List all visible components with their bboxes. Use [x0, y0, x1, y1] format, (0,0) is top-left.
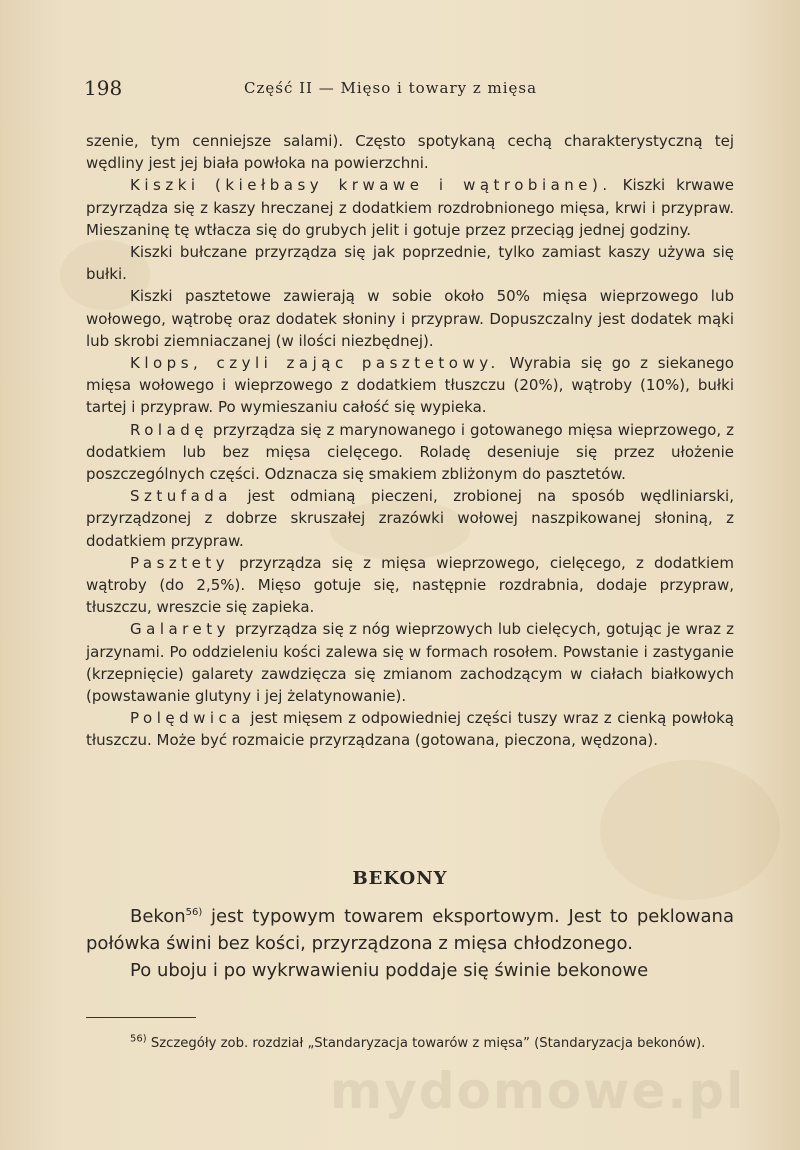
paragraph: Polędwica jest mięsem z odpowiedniej części tuszy wraz z cienką powłoką tłuszczu. Może być rozmaicie przyrządzana (gotowana, pieczona, wędzona). [86, 709, 734, 750]
footnote: $^{56)}$ Szczegóły zob. rozdział „Standaryzacja towarów z mięsa” (Standaryzacja bekonów). [130, 1033, 706, 1051]
footnote-rule [86, 1017, 196, 1018]
paragraph: Kiszki (kiełbasy krwawe i wątrobiane). Kiszki krwawe przyrządza się z kaszy hreczanej z dodatkiem rozdrobnionego mięsa, krwi i przypraw. Mieszaninę tę wtłacza się do grubych jelit i gotuje przez przeciąg jednej godziny. [86, 176, 734, 239]
paragraph: szenie, tym cenniejsze salami). Często spotykaną cechą charakterystyczną tej wędliny jest jej biała powłoka na powierzchni. [86, 132, 734, 173]
paragraph-lead: Galarety [130, 620, 230, 639]
paragraph-lead: Polędwica [130, 709, 245, 728]
paragraph-lead: Klops, czyli zając pasztetowy. [130, 354, 500, 373]
paragraph: Roladę przyrządza się z marynowanego i gotowanego mięsa wieprzowego, z dodatkiem lub bez mięsa cielęcego. Roladę deseniuje się przez ułożenie poszczególnych części. Odznacza się smakiem zbliżonym do pasztetów. [86, 420, 734, 484]
paragraph-lead: Roladę [130, 420, 209, 439]
footnote-mark: 56) [130, 1033, 147, 1045]
paragraph-lead: Sztufada [130, 487, 232, 506]
paragraph: Pasztety przyrządza się z mięsa wieprzowego, cielęcego, z dodatkiem wątroby (do 2,5%). Mięso gotuje się, następnie rozdrabnia, dodaje przypraw, tłuszczu, wreszcie się zapieka. [86, 553, 734, 617]
footnote-ref: 56) [185, 907, 203, 918]
running-title: Część II — Mięso i towary z mięsa [244, 79, 538, 97]
paragraph: Po uboju i po wykrwawieniu poddaje się świnie bekonowe [130, 960, 649, 981]
body-text [86, 130, 734, 752]
paragraph-lead: Kiszki (kiełbasy krwawe i wątrobiane). [130, 176, 612, 195]
paragraph-lead: Pasztety [130, 553, 230, 572]
watermark: mydomowe.pl [330, 1062, 746, 1120]
paragraph: Kiszki pasztetowe zawierają w sobie około 50% mięsa wieprzowego lub wołowego, wątrobę oraz dodatek słoniny i przypraw. Dopuszczalny jest dodatek mąki lub skrobi ziemniaczanej (w ilości niezbędnej). [86, 287, 734, 350]
section-body [86, 903, 734, 984]
paragraph: Bekon$^{56)}$ jest typowym towarem eksportowym. Jest to peklowana połówka świni bez kości, przyrządzona z mięsa chłodzonego. [86, 906, 734, 954]
paragraph: Klops, czyli zając pasztetowy. Wyrabia się go z siekanego mięsa wołowego i wieprzowego z dodatkiem tłuszczu (20%), wątroby (10%), bułki tartej i przypraw. Po wymieszaniu całość się wypieka. [86, 354, 734, 417]
section-heading: BEKONY [352, 868, 448, 889]
paragraph: Sztufada jest odmianą pieczeni, zrobionej na sposób wędliniarski, przyrządzonej z dobrze skruszałej zrazówki wołowej naszpikowanej słoniną, z dodatkiem przypraw. [86, 487, 734, 550]
page-header [84, 76, 724, 100]
paragraph: Galarety przyrządza się z nóg wieprzowych lub cielęcych, gotując je wraz z jarzynami. Po oddzieleniu kości zalewa się w formach rosołem. Powstanie i zastyganie (krzepnięcie) galarety zawdzięcza się zmianom zachodzącym w ciałach białkowych (powstawanie glutyny i jej żelatynowanie). [86, 620, 734, 706]
paragraph: Kiszki bułczane przyrządza się jak poprzednie, tylko zamiast kaszy używa się bułki. [86, 243, 734, 284]
page-number: 198 [84, 76, 123, 100]
